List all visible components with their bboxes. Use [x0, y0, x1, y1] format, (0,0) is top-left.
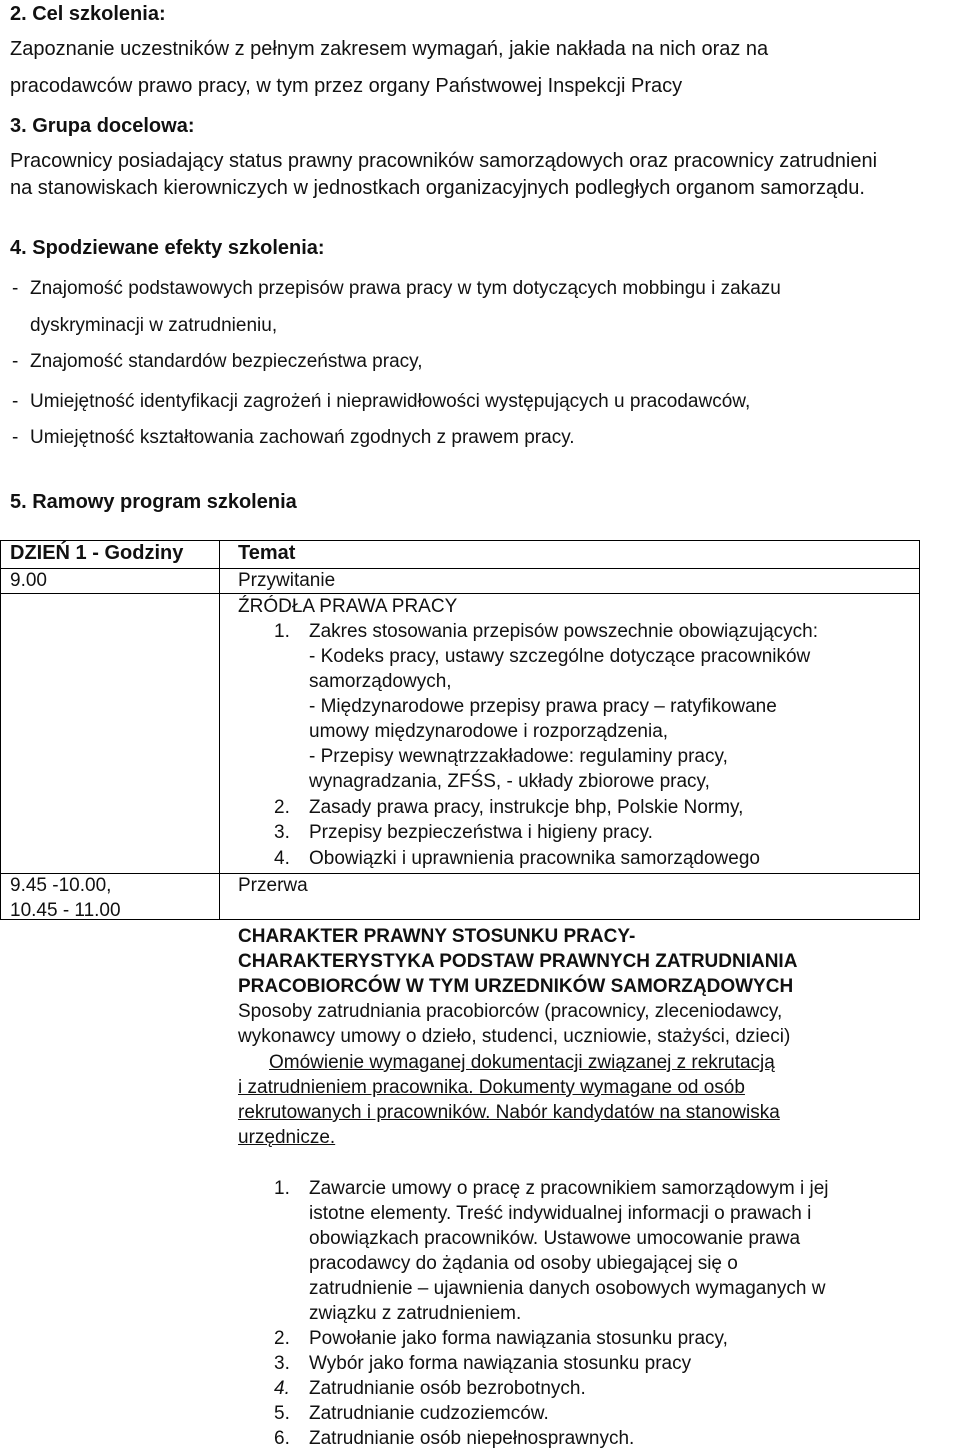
list-subitem: - Przepisy wewnątrzzakładowe: regulaminy pracy,	[309, 746, 728, 767]
list-subitem: - Międzynarodowe przepisy prawa pracy – ratyfikowane	[309, 696, 777, 717]
table-row-divider	[1, 568, 919, 569]
underlined-line: i zatrudnieniem pracownika. Dokumenty wymagane od osób	[238, 1077, 745, 1098]
list-item: Zasady prawa pracy, instrukcje bhp, Polskie Normy,	[309, 797, 744, 818]
bullet-dash: -	[12, 427, 19, 448]
table-header-topic: Temat	[238, 542, 296, 564]
list-item: pracodawcy do żądania od osoby ubiegającej się o	[309, 1253, 738, 1274]
effect-text: Znajomość standardów bezpieczeństwa pracy,	[30, 351, 423, 372]
section-5-heading: 5. Ramowy program szkolenia	[10, 491, 297, 513]
section-3-heading: 3. Grupa docelowa:	[10, 115, 195, 137]
effect-bullet	[12, 347, 423, 377]
section-3-text-line: Pracownicy posiadający status prawny pracowników samorządowych oraz pracownicy zatrudnieni	[10, 150, 878, 172]
section-title-line: PRACOBIORCÓW W TYM URZEDNIKÓW SAMORZĄDOWYCH	[238, 976, 794, 997]
section-title-line: CHARAKTER PRAWNY STOSUNKU PRACY-	[238, 926, 636, 947]
table-header-time: DZIEŃ 1 - Godziny	[10, 542, 184, 564]
section-4-heading: 4. Spodziewane efekty szkolenia:	[10, 237, 325, 259]
effect-text-continued: dyskryminacji w zatrudnieniu,	[30, 315, 278, 336]
description-line: Sposoby zatrudniania pracobiorców (pracownicy, zleceniodawcy,	[238, 1001, 783, 1022]
underlined-line: Omówienie wymaganej dokumentacji związanej z rekrutacją	[269, 1052, 775, 1073]
list-item: Powołanie jako forma nawiązania stosunku pracy,	[309, 1328, 728, 1349]
list-subitem: wynagradzania, ZFŚS, - układy zbiorowe pracy,	[309, 771, 710, 792]
list-number: 4.	[274, 1378, 290, 1399]
list-number: 3.	[274, 1353, 290, 1374]
effect-bullet	[12, 387, 750, 417]
table-time-cell: 9.00	[10, 570, 47, 591]
underlined-line: rekrutowanych i pracowników. Nabór kandydatów na stanowiska	[238, 1102, 780, 1123]
list-item: Zatrudnianie osób niepełnosprawnych.	[309, 1428, 635, 1449]
list-subitem: umowy międzynarodowe i rozporządzenia,	[309, 721, 669, 742]
section-2-text-line: Zapoznanie uczestników z pełnym zakresem wymagań, jakie nakłada na nich oraz na	[10, 38, 769, 60]
table-row-divider	[1, 873, 919, 874]
underlined-line: urzędnicze.	[238, 1127, 336, 1148]
effect-text: Umiejętność identyfikacji zagrożeń i nieprawidłowości występujących u pracodawców,	[30, 391, 751, 412]
effect-bullet	[12, 423, 575, 453]
list-number: 2.	[274, 797, 290, 818]
list-item: Zawarcie umowy o pracę z pracownikiem samorządowym i jej	[309, 1178, 829, 1199]
section-3-text-line: na stanowiskach kierowniczych w jednostkach organizacyjnych podległych organom samorządu.	[10, 177, 865, 199]
bullet-dash: -	[12, 391, 19, 412]
sources-heading: ŹRÓDŁA PRAWA PRACY	[238, 596, 458, 617]
list-item: Przepisy bezpieczeństwa i higieny pracy.	[309, 822, 653, 843]
break-label: Przerwa	[238, 875, 308, 896]
effect-bullet	[12, 274, 781, 304]
break-time: 10.45 - 11.00	[10, 900, 121, 921]
bullet-dash: -	[12, 351, 19, 372]
list-item: związku z zatrudnieniem.	[309, 1303, 522, 1324]
description-line: wykonawcy umowy o dzieło, studenci, uczniowie, stażyści, dzieci)	[238, 1026, 791, 1047]
list-number: 6.	[274, 1428, 290, 1449]
list-number: 1.	[274, 621, 290, 642]
list-number: 2.	[274, 1328, 290, 1349]
list-number: 4.	[274, 848, 290, 869]
list-subitem: samorządowych,	[309, 671, 452, 692]
list-item: zatrudnienie – ujawnienia danych osobowych wymaganych w	[309, 1278, 826, 1299]
list-subitem: - Kodeks pracy, ustawy szczególne dotyczące pracowników	[309, 646, 811, 667]
effect-text: Umiejętność kształtowania zachowań zgodnych z prawem pracy.	[30, 427, 575, 448]
list-item: istotne elementy. Treść indywidualnej informacji o prawach i	[309, 1203, 812, 1224]
list-number: 3.	[274, 822, 290, 843]
list-item: Zatrudnianie osób bezrobotnych.	[309, 1378, 586, 1399]
bullet-dash: -	[12, 278, 19, 299]
table-topic-cell: Przywitanie	[238, 570, 336, 591]
section-title-line: CHARAKTERYSTYKA PODSTAW PRAWNYCH ZATRUDNIANIA	[238, 951, 798, 972]
list-number: 5.	[274, 1403, 290, 1424]
table-row-divider	[1, 593, 919, 594]
break-time: 9.45 -10.00,	[10, 875, 112, 896]
list-item: Zakres stosowania przepisów powszechnie obowiązujących:	[309, 621, 819, 642]
list-item: Obowiązki i uprawnienia pracownika samorządowego	[309, 848, 760, 869]
section-2-text-line: pracodawców prawo pracy, w tym przez organy Państwowej Inspekcji Pracy	[10, 75, 683, 97]
list-number: 1.	[274, 1178, 290, 1199]
list-item: obowiązkach pracowników. Ustawowe umocowanie prawa	[309, 1228, 801, 1249]
list-item: Wybór jako forma nawiązania stosunku pracy	[309, 1353, 692, 1374]
section-2-heading: 2. Cel szkolenia:	[10, 3, 166, 25]
table-column-divider	[219, 541, 220, 919]
effect-text: Znajomość podstawowych przepisów prawa pracy w tym dotyczących mobbingu i zakazu	[30, 278, 781, 299]
list-item: Zatrudnianie cudzoziemców.	[309, 1403, 549, 1424]
